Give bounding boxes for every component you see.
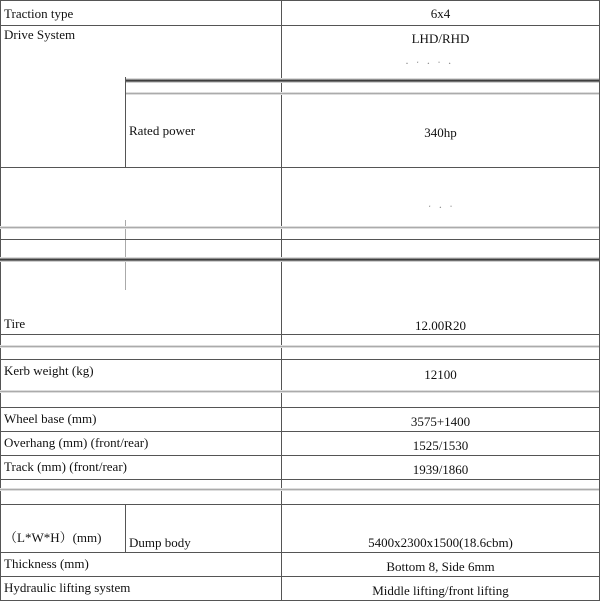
row-value-thickness: Bottom 8, Side 6mm	[386, 559, 495, 574]
row-border	[0, 431, 600, 432]
sub-column-divider	[125, 77, 126, 167]
scan-artifact	[126, 92, 599, 95]
scan-noise: ˑ · ˑ	[428, 200, 455, 214]
row-value-hydraulic-lifting: Middle lifting/front lifting	[372, 583, 509, 598]
row-label-dimensions: （L*W*H）(mm)	[4, 530, 102, 545]
sub-column-divider	[125, 505, 126, 552]
row-value-drive-system: LHD/RHD	[411, 31, 470, 46]
row-border	[0, 0, 600, 1]
row-border	[0, 504, 600, 505]
scan-artifact	[126, 78, 599, 83]
row-label-kerb-weight: Kerb weight (kg)	[4, 363, 94, 378]
scan-noise: · ˑ · ˑ ·	[405, 56, 454, 70]
scan-artifact	[0, 488, 599, 491]
scan-artifact	[0, 226, 599, 229]
row-label-traction-type: Traction type	[4, 6, 74, 21]
row-label-thickness: Thickness (mm)	[4, 556, 89, 571]
column-divider	[281, 0, 282, 601]
scan-artifact	[0, 345, 599, 348]
sub-column-divider	[125, 220, 126, 290]
row-border	[0, 334, 600, 335]
row-border	[0, 407, 600, 408]
row-value-traction-type: 6x4	[430, 6, 451, 21]
table-border-left	[0, 0, 1, 601]
row-value-tire: 12.00R20	[415, 318, 466, 333]
row-border	[0, 552, 600, 553]
row-value-kerb-weight: 12100	[424, 367, 457, 382]
row-value-overhang: 1525/1530	[412, 438, 469, 453]
row-sublabel-dump-body: Dump body	[129, 535, 191, 550]
row-label-overhang: Overhang (mm) (front/rear)	[4, 435, 149, 450]
row-label-wheel-base: Wheel base (mm)	[4, 411, 97, 426]
row-label-hydraulic-lifting: Hydraulic lifting system	[4, 580, 131, 595]
row-label-drive-system: Drive System	[4, 27, 76, 42]
row-label-track: Track (mm) (front/rear)	[4, 459, 127, 474]
row-border	[0, 25, 600, 26]
scan-artifact	[0, 257, 599, 262]
row-label-tire: Tire	[4, 316, 26, 331]
row-value-dump-body: 5400x2300x1500(18.6cbm)	[368, 535, 513, 550]
row-border	[0, 239, 600, 240]
row-value-wheel-base: 3575+1400	[410, 414, 471, 429]
row-border	[0, 167, 600, 168]
row-value-rated-power: 340hp	[424, 125, 457, 140]
row-border	[0, 479, 600, 480]
scan-artifact	[0, 390, 599, 393]
row-border	[0, 576, 600, 577]
row-value-track: 1939/1860	[412, 462, 469, 477]
row-label-rated-power: Rated power	[129, 123, 196, 138]
row-border	[0, 359, 600, 360]
row-border	[0, 455, 600, 456]
